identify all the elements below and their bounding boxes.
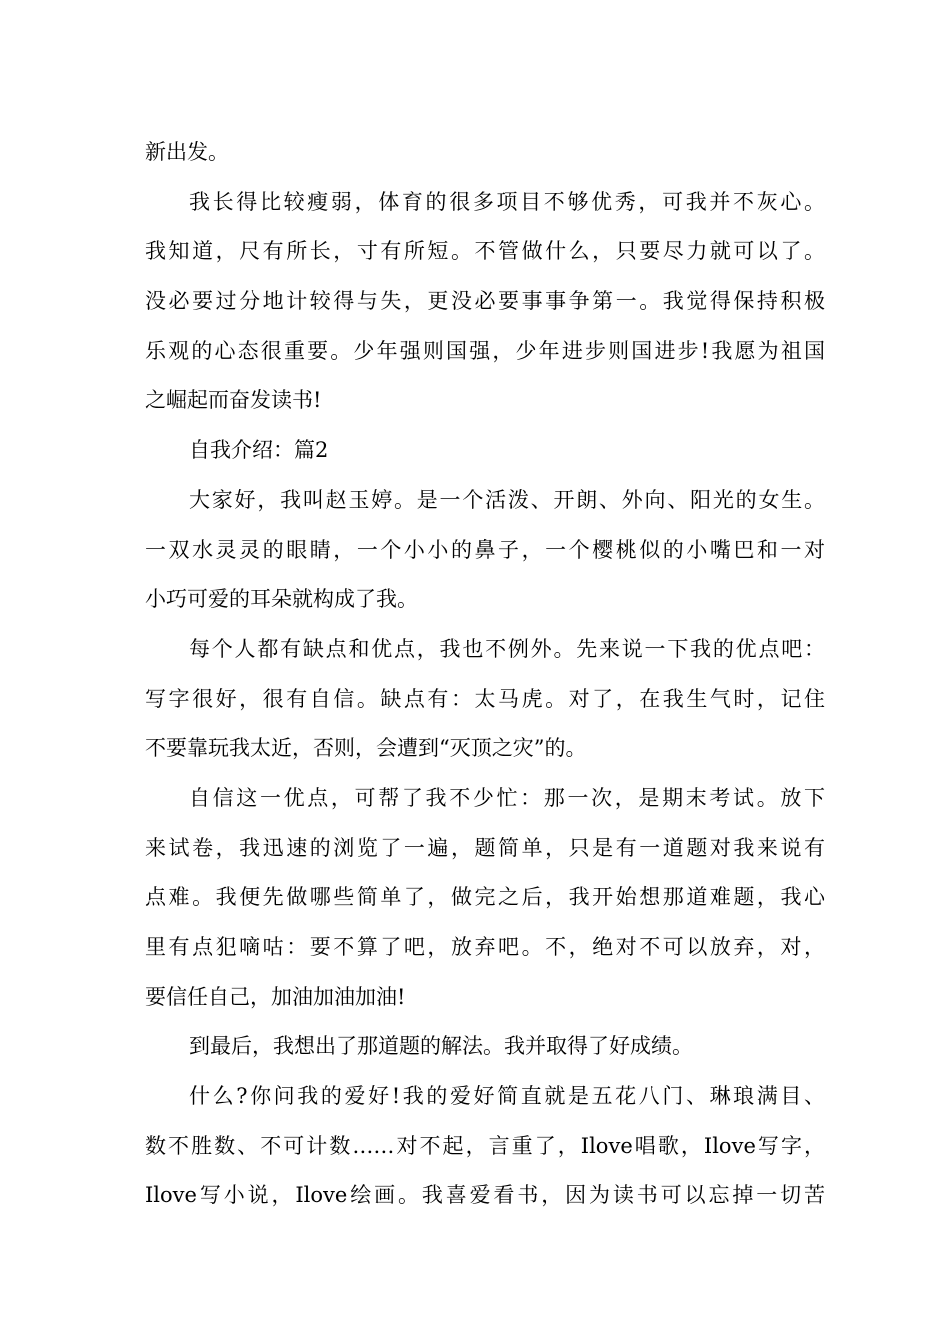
text-line: 我长得比较瘦弱，体育的很多项目不够优秀，可我并不灰心。 <box>189 189 825 214</box>
body-text <box>145 128 825 1221</box>
text-line: 数不胜数、不可计数……对不起，言重了，Ilove唱歌，Ilove写字， <box>145 1133 825 1158</box>
text-line: 不要靠玩我太近，否则，会遭到“灭顶之灾”的。 <box>145 736 587 761</box>
text-line: 写字很好，很有自信。缺点有：太马虎。对了，在我生气时，记住 <box>145 686 825 711</box>
text-line: 乐观的心态很重要。少年强则国强，少年进步则国进步!我愿为祖国 <box>145 338 825 363</box>
text-line: 之崛起而奋发读书! <box>145 388 322 413</box>
text-line: 一双水灵灵的眼睛，一个小小的鼻子，一个樱桃似的小嘴巴和一对 <box>145 537 825 562</box>
text-line: 每个人都有缺点和优点，我也不例外。先来说一下我的优点吧： <box>189 636 825 661</box>
text-line: 什么?你问我的爱好!我的爱好简直就是五花八门、琳琅满目、 <box>189 1084 825 1109</box>
text-line: 要信任自己，加油加油加油! <box>145 984 406 1009</box>
text-line: 自我介绍：篇2 <box>189 438 329 463</box>
text-line: 我知道，尺有所长，寸有所短。不管做什么，只要尽力就可以了。 <box>145 239 825 264</box>
text-line: 点难。我便先做哪些简单了，做完之后，我开始想那道难题，我心 <box>145 885 825 910</box>
text-line: 到最后，我想出了那道题的解法。我并取得了好成绩。 <box>189 1034 693 1059</box>
text-line: 没必要过分地计较得与失，更没必要事事争第一。我觉得保持积极 <box>145 289 825 314</box>
text-line: 大家好，我叫赵玉婷。是一个活泼、开朗、外向、阳光的女生。 <box>189 487 825 512</box>
text-line: 里有点犯嘀咕：要不算了吧，放弃吧。不，绝对不可以放弃，对， <box>145 935 825 959</box>
text-line: 新出发。 <box>145 140 229 164</box>
text-line: 小巧可爱的耳朵就构成了我。 <box>145 587 418 612</box>
text-line: 自信这一优点，可帮了我不少忙：那一次，是期末考试。放下 <box>189 785 825 810</box>
text-line: 来试卷，我迅速的浏览了一遍，题简单，只是有一道题对我来说有 <box>145 835 825 860</box>
text-line: Ilove写小说，Ilove绘画。我喜爱看书，因为读书可以忘掉一切苦 <box>145 1183 825 1208</box>
